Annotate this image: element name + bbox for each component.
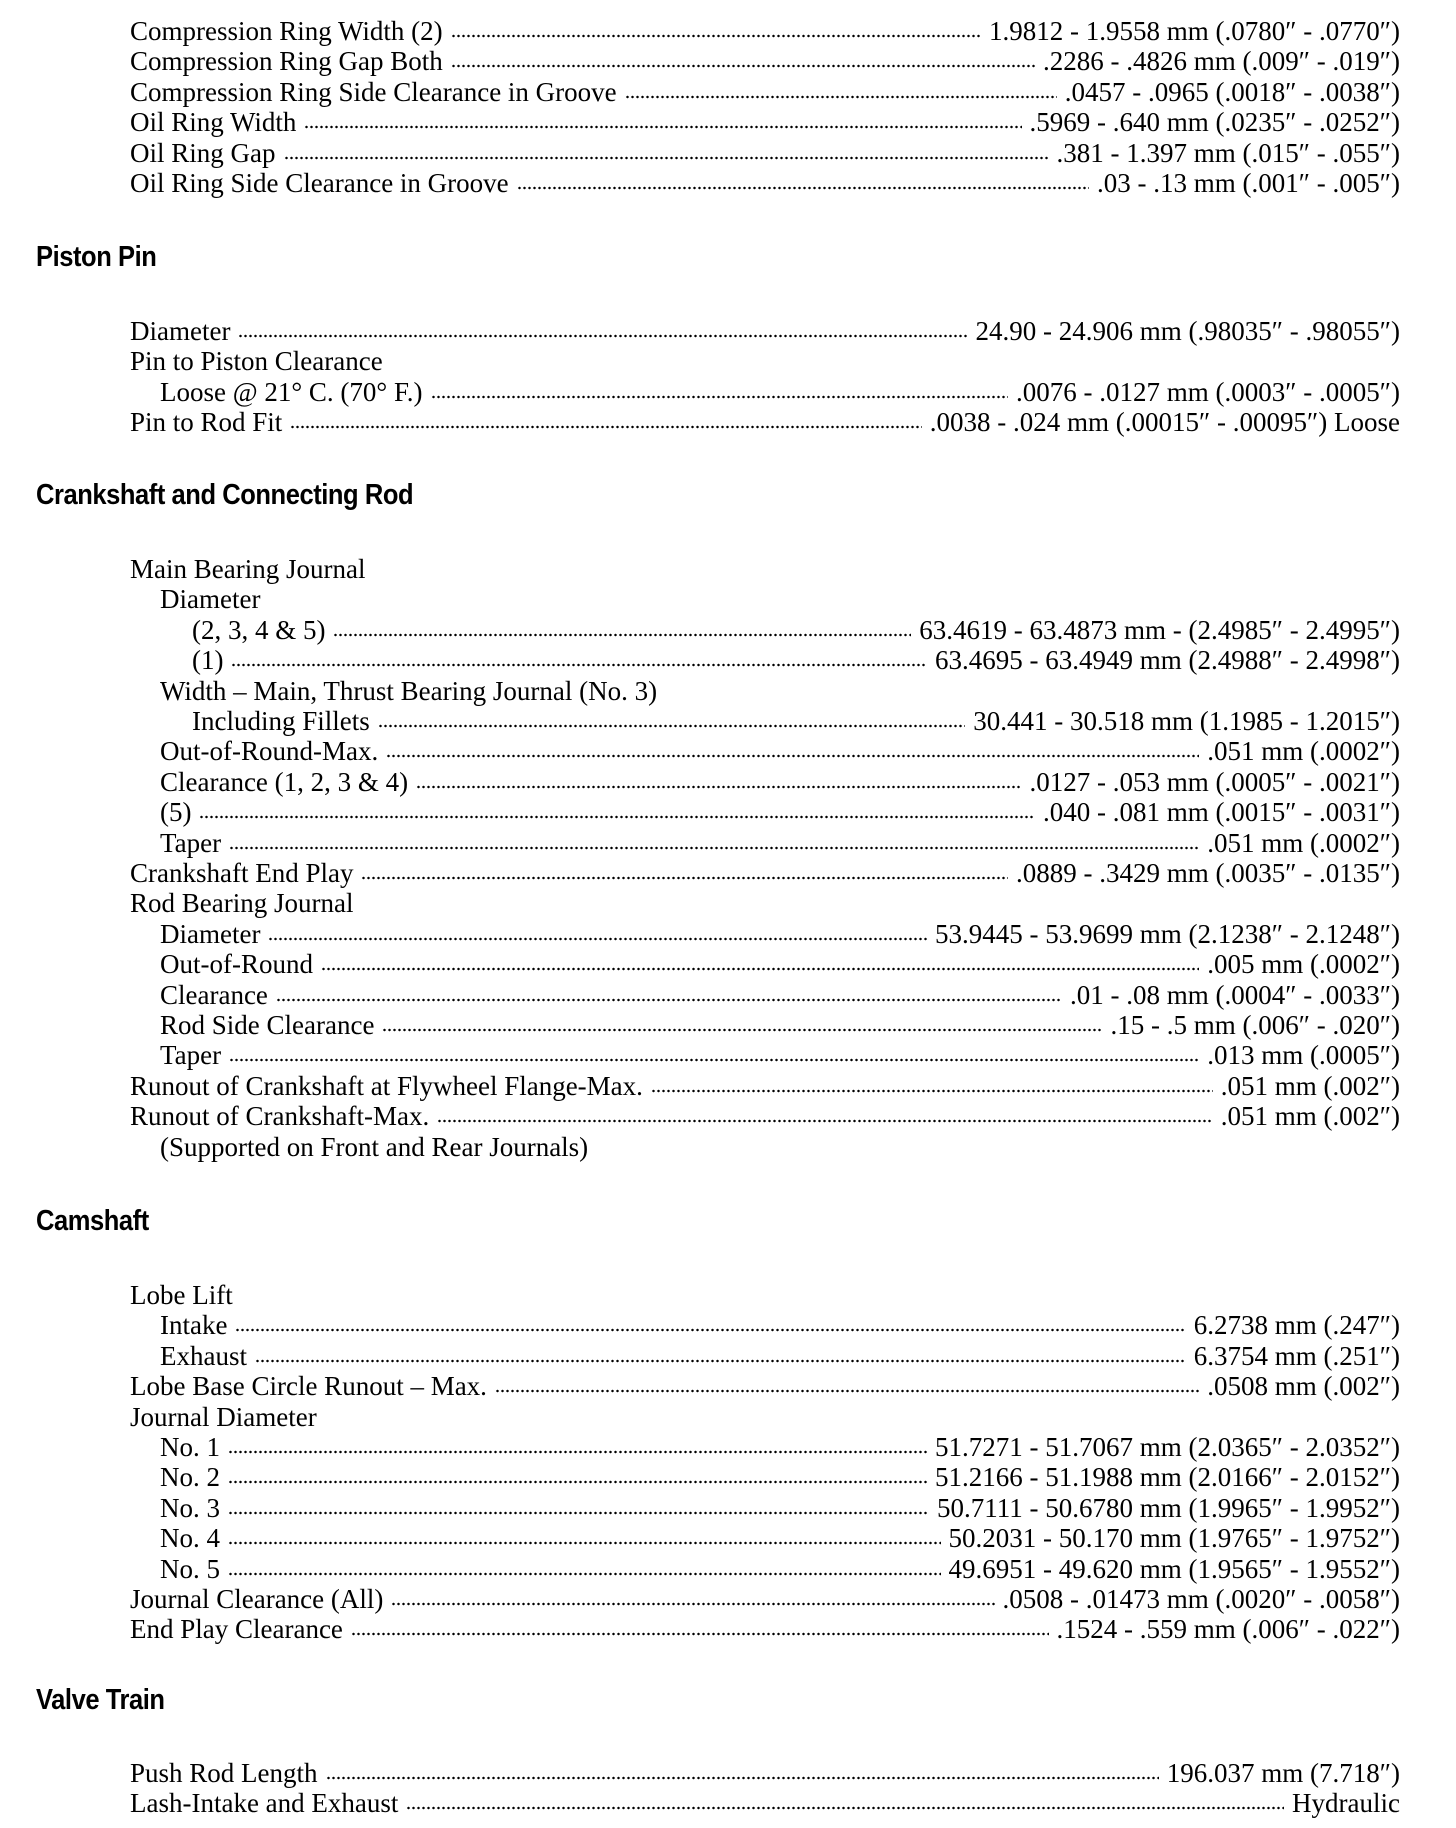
spec-value: 24.90 - 24.906 mm (.98035″ - .98055″): [975, 316, 1400, 346]
spec-value: .2286 - .4826 mm (.009″ - .019″): [1043, 46, 1400, 77]
spec-label: (1): [192, 645, 224, 676]
dot-leader: [228, 1479, 927, 1485]
spec-value: .051 mm (.002″): [1220, 1070, 1400, 1101]
spec-value: .0889 - .3429 mm (.0035″ - .0135″): [1016, 858, 1400, 888]
spec-row: [130, 346, 1400, 376]
spec-value: .040 - .081 mm (.0015″ - .0031″): [1043, 797, 1400, 828]
spec-value: 51.2166 - 51.1988 mm (2.0166″ - 2.0152″): [935, 1462, 1400, 1493]
dot-leader: [625, 94, 1057, 100]
dot-leader: [386, 753, 1199, 759]
spec-row: [130, 1280, 1400, 1310]
spec-label: Crankshaft End Play: [130, 858, 354, 888]
dot-leader: [517, 185, 1089, 191]
spec-row: [160, 1493, 1400, 1523]
dot-leader: [229, 1057, 1199, 1063]
spec-value: .051 mm (.0002″): [1207, 736, 1400, 767]
spec-label: Taper: [160, 1040, 222, 1071]
dot-leader: [228, 1571, 941, 1577]
dot-leader: [431, 394, 1008, 400]
spec-value: 30.441 - 30.518 mm (1.1985 - 1.2015″): [973, 706, 1400, 736]
spec-row: [160, 767, 1400, 797]
spec-row: [160, 949, 1400, 979]
spec-label: Pin to Piston Clearance: [130, 346, 383, 377]
dot-leader: [406, 1805, 1284, 1811]
dot-leader: [416, 784, 1021, 790]
spec-row: [130, 46, 1400, 76]
spec-row: [160, 828, 1400, 858]
spec-label: Oil Ring Side Clearance in Groove: [130, 168, 509, 198]
spec-row: [130, 1584, 1400, 1614]
dot-leader: [351, 1631, 1049, 1637]
spec-label: Diameter: [130, 316, 231, 346]
dot-leader: [231, 662, 927, 668]
spec-label: Journal Clearance (All): [130, 1584, 384, 1614]
spec-row: [160, 584, 1400, 614]
spec-row: [130, 1788, 1400, 1818]
dot-leader: [304, 124, 1021, 130]
dot-leader: [284, 155, 1049, 161]
dot-leader: [238, 333, 967, 339]
spec-value: 6.2738 mm (.247″): [1193, 1310, 1400, 1341]
dot-leader: [228, 1540, 941, 1546]
dot-leader: [268, 936, 927, 942]
spec-value: 49.6951 - 49.620 mm (1.9565″ - 1.9552″): [948, 1553, 1400, 1584]
spec-row: [160, 980, 1400, 1010]
spec-row: [130, 1614, 1400, 1644]
spec-row: [130, 407, 1400, 437]
spec-label: Diameter: [160, 918, 261, 949]
spec-row: [130, 138, 1400, 168]
spec-value: .5969 - .640 mm (.0235″ - .0252″): [1029, 107, 1400, 138]
dot-leader: [333, 632, 911, 638]
spec-row: [130, 77, 1400, 107]
spec-row: [130, 107, 1400, 137]
spec-row: [160, 1132, 1400, 1162]
spec-value: .1524 - .559 mm (.006″ - .022″): [1056, 1614, 1400, 1645]
spec-value: 50.7111 - 50.6780 mm (1.9965″ - 1.9952″): [937, 1492, 1400, 1523]
spec-row: [192, 615, 1400, 645]
spec-label: Push Rod Length: [130, 1758, 318, 1788]
spec-label: No. 5: [160, 1553, 220, 1584]
dot-leader: [255, 1358, 1186, 1364]
spec-row: [160, 676, 1400, 706]
spec-label: End Play Clearance: [130, 1614, 343, 1645]
spec-value: .0508 mm (.002″): [1207, 1371, 1400, 1402]
spec-value: .15 - .5 mm (.006″ - .020″): [1110, 1010, 1400, 1040]
spec-value: .03 - .13 mm (.001″ - .005″): [1097, 168, 1400, 198]
spec-row: [192, 645, 1400, 675]
spec-label: Journal Diameter: [130, 1401, 317, 1432]
spec-value: 6.3754 mm (.251″): [1193, 1340, 1400, 1371]
spec-value: .0076 - .0127 mm (.0003″ - .0005″): [1016, 376, 1400, 407]
spec-label: Exhaust: [160, 1340, 247, 1371]
spec-value: 51.7271 - 51.7067 mm (2.0365″ - 2.0352″): [935, 1432, 1400, 1462]
section-heading: Piston Pin: [36, 241, 157, 273]
spec-label: Width – Main, Thrust Bearing Journal (No. 3): [160, 675, 658, 706]
spec-value: .0127 - .053 mm (.0005″ - .0021″): [1029, 766, 1400, 797]
dot-leader: [290, 424, 922, 430]
spec-row: [160, 1040, 1400, 1070]
spec-value: .051 mm (.0002″): [1207, 827, 1400, 858]
spec-row: [192, 706, 1400, 736]
dot-leader: [228, 1449, 927, 1455]
dot-leader: [495, 1388, 1199, 1394]
dot-leader: [235, 1327, 1185, 1333]
spec-label: Out-of-Round-Max.: [160, 736, 379, 767]
spec-label: Loose @ 21° C. (70° F.): [160, 376, 423, 407]
spec-label: Clearance: [160, 979, 268, 1010]
dot-leader: [276, 997, 1062, 1003]
spec-label: (2, 3, 4 & 5): [192, 614, 326, 645]
spec-label: Compression Ring Side Clearance in Groove: [130, 76, 617, 107]
spec-label: Clearance (1, 2, 3 & 4): [160, 766, 409, 797]
spec-row: [130, 1371, 1400, 1401]
spec-value: .0457 - .0965 (.0018″ - .0038″): [1064, 76, 1400, 107]
spec-value: .01 - .08 mm (.0004″ - .0033″): [1070, 979, 1400, 1010]
spec-label: Out-of-Round: [160, 949, 313, 980]
spec-row: [130, 1402, 1400, 1432]
spec-row: [130, 168, 1400, 198]
spec-label: No. 4: [160, 1523, 220, 1554]
spec-label: (Supported on Front and Rear Journals): [160, 1131, 589, 1162]
spec-value: 50.2031 - 50.170 mm (1.9765″ - 1.9752″): [948, 1523, 1400, 1554]
spec-row: [160, 1310, 1400, 1340]
dot-leader: [651, 1088, 1213, 1094]
spec-row: [130, 888, 1400, 918]
dot-leader: [229, 845, 1199, 851]
spec-value: .005 mm (.0002″): [1207, 949, 1400, 980]
spec-label: No. 1: [160, 1432, 220, 1462]
spec-row: [130, 1758, 1400, 1788]
spec-row: [160, 1432, 1400, 1462]
spec-row: [130, 1101, 1400, 1131]
spec-label: Rod Side Clearance: [160, 1010, 375, 1040]
dot-leader: [437, 1118, 1213, 1124]
spec-row: [130, 16, 1400, 46]
spec-value: 196.037 mm (7.718″): [1166, 1758, 1400, 1788]
spec-label: Runout of Crankshaft at Flywheel Flange-Max.: [130, 1070, 643, 1101]
spec-label: Main Bearing Journal: [130, 554, 366, 584]
spec-row: [160, 797, 1400, 827]
spec-label: Rod Bearing Journal: [130, 888, 354, 919]
spec-row: [160, 1462, 1400, 1492]
spec-row: [160, 1010, 1400, 1040]
spec-row: [130, 1071, 1400, 1101]
spec-value: .0508 - .01473 mm (.0020″ - .0058″): [1002, 1584, 1400, 1614]
spec-row: [160, 1554, 1400, 1584]
dot-leader: [321, 966, 1199, 972]
dot-leader: [326, 1775, 1159, 1781]
dot-leader: [228, 1510, 929, 1516]
spec-row: [160, 736, 1400, 766]
spec-label: Compression Ring Width (2): [130, 16, 443, 46]
spec-row: [130, 554, 1400, 584]
spec-label: Oil Ring Width: [130, 107, 297, 138]
spec-value: Hydraulic: [1292, 1788, 1400, 1819]
spec-value: .381 - 1.397 mm (.015″ - .055″): [1056, 137, 1400, 168]
spec-value: 1.9812 - 1.9558 mm (.0780″ - .0770″): [989, 16, 1400, 46]
dot-leader: [378, 723, 966, 729]
dot-leader: [361, 875, 1008, 881]
section-heading: Valve Train: [36, 1684, 165, 1716]
spec-row: [130, 858, 1400, 888]
section-heading: Crankshaft and Connecting Rod: [36, 479, 414, 511]
spec-row: [130, 316, 1400, 346]
spec-label: (5): [160, 797, 192, 828]
spec-value: .013 mm (.0005″): [1207, 1040, 1400, 1071]
spec-value: 63.4695 - 63.4949 mm (2.4988″ - 2.4998″): [935, 645, 1400, 676]
dot-leader: [382, 1027, 1102, 1033]
spec-label: Runout of Crankshaft-Max.: [130, 1101, 430, 1132]
section-heading: Camshaft: [36, 1205, 149, 1237]
spec-row: [160, 377, 1400, 407]
spec-label: Compression Ring Gap Both: [130, 46, 443, 77]
spec-value: .051 mm (.002″): [1220, 1101, 1400, 1132]
spec-label: No. 3: [160, 1492, 220, 1523]
spec-label: Taper: [160, 827, 222, 858]
spec-label: Intake: [160, 1310, 228, 1341]
dot-leader: [199, 814, 1035, 820]
dot-leader: [391, 1601, 994, 1607]
spec-row: [160, 1341, 1400, 1371]
spec-label: Lobe Base Circle Runout – Max.: [130, 1371, 487, 1402]
spec-row: [160, 1523, 1400, 1553]
spec-label: Including Fillets: [192, 706, 370, 736]
spec-row: [160, 919, 1400, 949]
spec-value: .0038 - .024 mm (.00015″ - .00095″) Loose: [929, 407, 1400, 438]
spec-value: 63.4619 - 63.4873 mm - (2.4985″ - 2.4995″): [919, 614, 1400, 645]
spec-label: Oil Ring Gap: [130, 137, 276, 168]
spec-label: Lobe Lift: [130, 1280, 233, 1310]
spec-label: Pin to Rod Fit: [130, 407, 283, 438]
dot-leader: [451, 63, 1035, 69]
spec-label: Lash-Intake and Exhaust: [130, 1788, 399, 1819]
dot-leader: [451, 33, 981, 39]
spec-label: No. 2: [160, 1462, 220, 1493]
spec-label: Diameter: [160, 584, 261, 615]
spec-value: 53.9445 - 53.9699 mm (2.1238″ - 2.1248″): [935, 918, 1400, 949]
